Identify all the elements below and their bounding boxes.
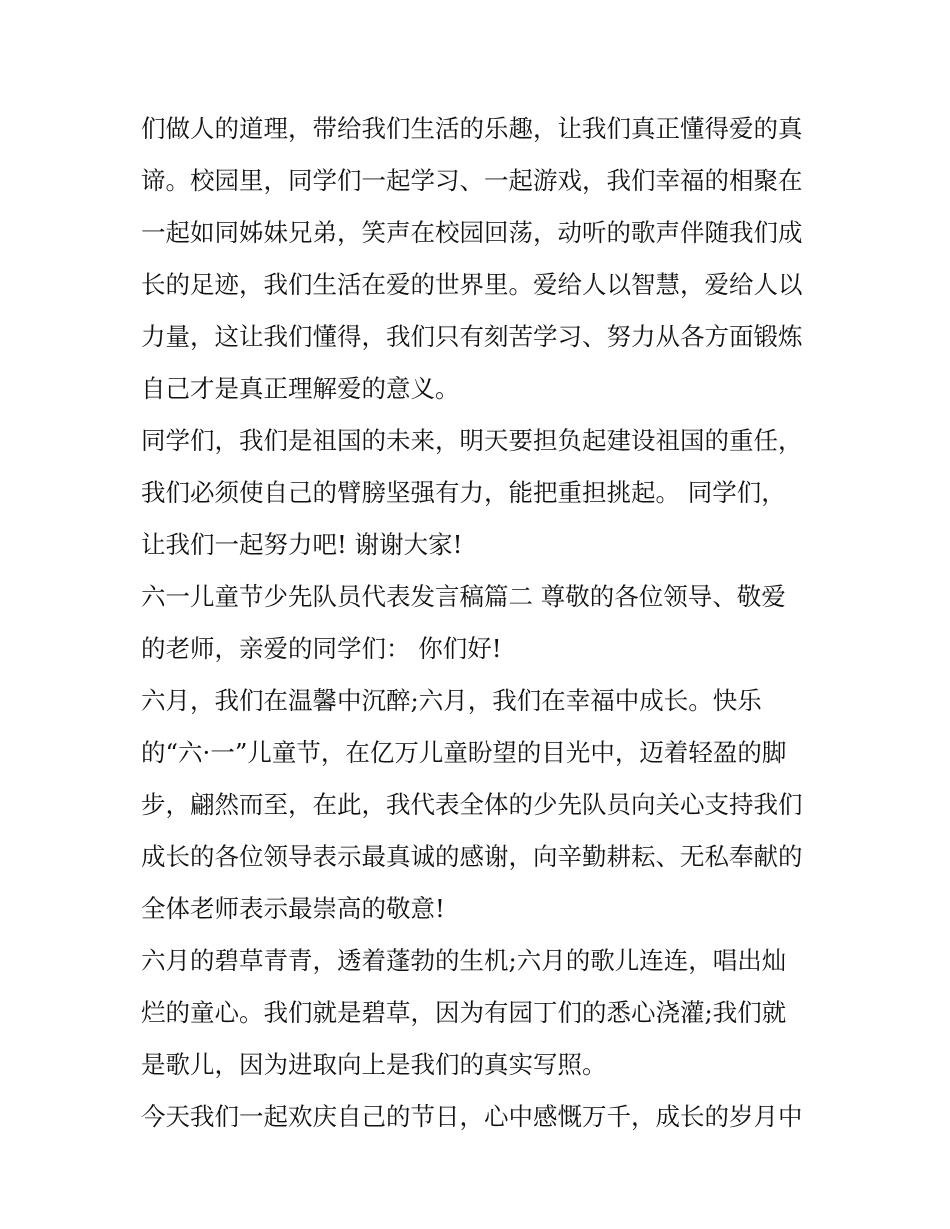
text-line: 长的足迹，我们生活在爱的世界里。爱给人以智慧，爱给人以: [141, 270, 803, 299]
text-line: 们做人的道理，带给我们生活的乐趣，让我们真正懂得爱的真: [141, 114, 803, 143]
text-line: 一起如同姊妹兄弟，笑声在校园回荡，动听的歌声伴随我们成: [141, 218, 803, 247]
text-line: 是歌儿，因为进取向上是我们的真实写照。: [141, 1050, 607, 1079]
text-line: 谛。校园里，同学们一起学习、一起游戏，我们幸福的相聚在: [141, 166, 803, 195]
text-line: 的老师，亲爱的同学们： 你们好!: [141, 634, 502, 663]
text-line: 我们必须使自己的臂膀坚强有力，能把重担挑起。 同学们，: [141, 478, 786, 507]
text-line: 的“六·一”儿童节，在亿万儿童盼望的目光中，迈着轻盈的脚: [141, 738, 787, 767]
text-line: 自己才是真正理解爱的意义。: [141, 374, 460, 403]
text-line: 六一儿童节少先队员代表发言稿篇二 尊敬的各位领导、敬爱: [141, 582, 786, 611]
text-line: 力量，这让我们懂得，我们只有刻苦学习、努力从各方面锻炼: [141, 322, 803, 351]
text-line: 步，翩然而至，在此，我代表全体的少先队员向关心支持我们: [141, 790, 803, 819]
text-line: 烂的童心。我们就是碧草，因为有园丁们的悉心浇灌;我们就: [141, 998, 787, 1027]
text-line: 今天我们一起欢庆自己的节日，心中感慨万千，成长的岁月中: [141, 1102, 803, 1131]
text-line: 让我们一起努力吧! 谢谢大家!: [141, 530, 463, 559]
text-line: 同学们，我们是祖国的未来，明天要担负起建设祖国的重任，: [141, 426, 803, 455]
text-line: 六月的碧草青青，透着蓬勃的生机;六月的歌儿连连，唱出灿: [141, 946, 787, 975]
text-line: 成长的各位领导表示最真诚的感谢，向辛勤耕耘、无私奉献的: [141, 842, 803, 871]
text-line: 全体老师表示最崇高的敬意!: [141, 894, 445, 923]
text-line: 六月，我们在温馨中沉醉;六月，我们在幸福中成长。快乐: [141, 686, 762, 715]
